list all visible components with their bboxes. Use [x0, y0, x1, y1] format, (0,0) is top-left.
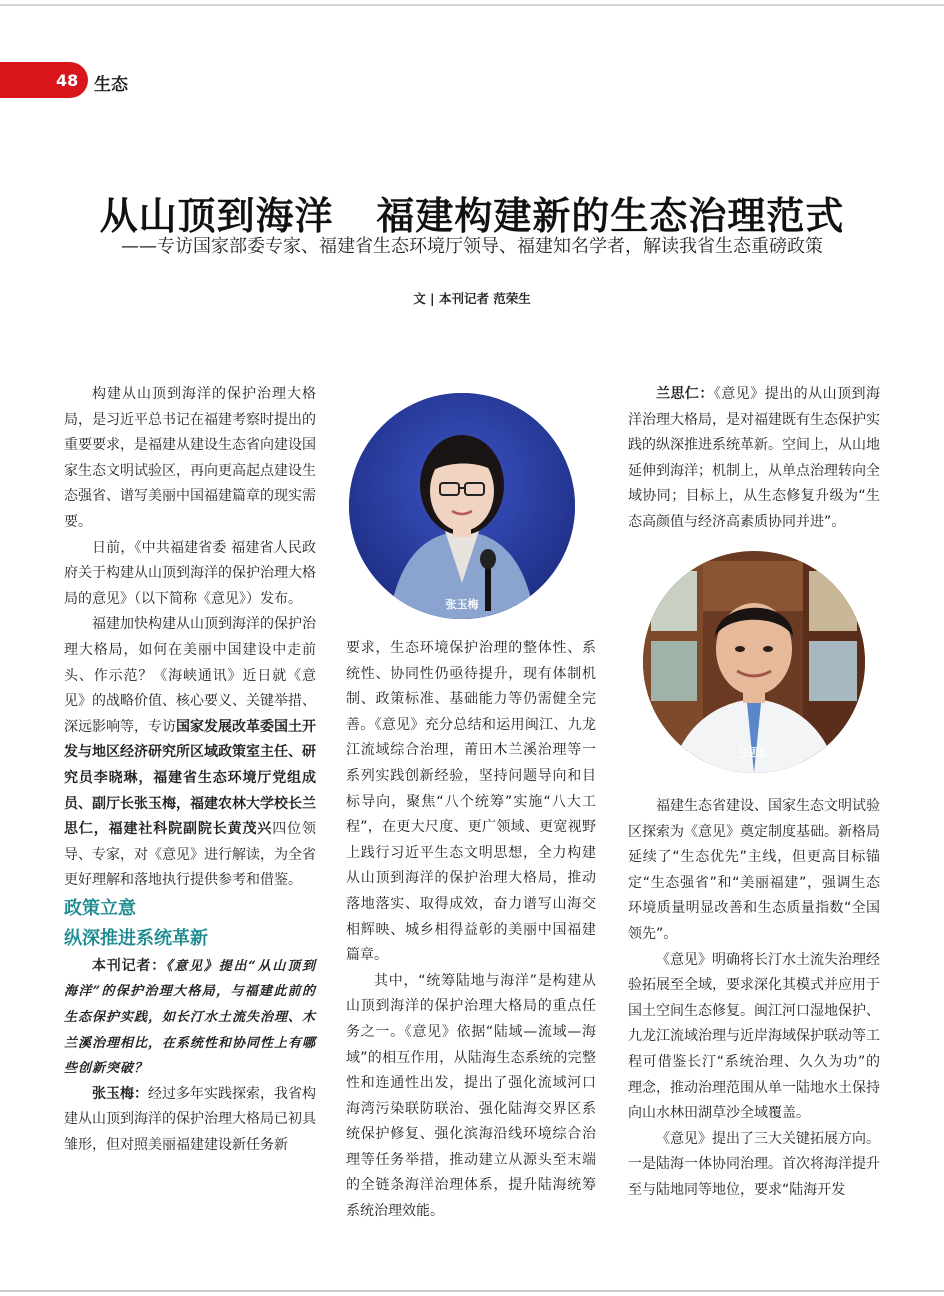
section-heading: 政策立意	[64, 897, 136, 919]
paragraph: 日前，《中共福建省委 福建省人民政府关于构建从山顶到海洋的保护治理大格局的意见》（以下简称《意见》）发布。	[64, 539, 316, 607]
answer-paragraph	[628, 382, 880, 536]
photo-caption: 兰思仁	[737, 746, 771, 759]
paragraph: 其中，“统筹陆地与海洋”是构建从山顶到海洋的保护治理大格局的重点任务之一。《意见》依据“陆域—流域—海域”的相互作用，从陆海生态系统的完整性和连通性出发，提出了强化流域河口海湾污染联防联治、强化陆海交界区系统保护修复、强化滨海沿线环境综合治理等任务举措，推动建立从源头至末端的全链条海洋治理体系，提升陆海统筹系统治理效能。	[346, 972, 596, 1220]
paragraph	[64, 612, 316, 894]
portrait-photo-zhang-yumei	[349, 393, 575, 619]
paragraph: 要求，生态环境保护治理的整体性、系统性、协同性仍亟待提升，现有体制机制、政策标准、基础能力等仍需健全完善。《意见》充分总结和运用闽江、九龙江流域综合治理，莆田木兰溪治理等一系列实践创新经验，坚持问题导向和目标导向，聚焦“八个统筹”实施“八大工程”，在更大尺度、更广领域、更宽视野上践行习近平生态文明思想，全力构建从山顶到海洋的保护治理大格局，推动落地落实、取得成效，奋力谱写山海交相辉映、城乡相得益彰的美丽中国福建篇章。	[346, 640, 596, 964]
portrait-woman-icon	[349, 393, 575, 619]
question-text: 《意见》提出“从山顶到海洋”的保护治理大格局，与福建此前的生态保护实践，如长汀水土流失治理、木兰溪治理相比，在系统性和协同性上有哪些创新突破？	[64, 958, 317, 1077]
paragraph: 构建从山顶到海洋的保护治理大格局，是习近平总书记在福建考察时提出的重要要求，是福建从建设生态省向建设国家生态文明试验区，再向更高起点建设生态强省、谱写美丽中国福建篇章的现实需要。	[64, 386, 316, 530]
column-2	[346, 636, 596, 1225]
question-speaker: 本刊记者：	[92, 957, 167, 974]
bottom-rule	[0, 1290, 944, 1292]
question-paragraph	[64, 954, 316, 1082]
column-3-bottom	[628, 794, 880, 1204]
column-1	[64, 382, 316, 1159]
article-title: 从山顶到海洋 福建构建新的生态治理范式	[99, 194, 845, 239]
answer-speaker: 兰思仁：	[656, 386, 714, 402]
page-number: 48	[56, 71, 79, 90]
paragraph: 福建生态省建设、国家生态文明试验区探索为《意见》奠定制度基础。新格局延续了“生态优先”主线，但更高目标锚定“生态强省”和“美丽福建”，强调生态环境质量明显改善和生态质量指数“全国领先”。	[628, 798, 880, 942]
paragraph-text: 福建加快构建从山顶到海洋的保护治理大格局，如何在美丽中国建设中走前头、作示范？《海峡通讯》近日就《意见》的战略价值、核心要义、关键举措、深远影响等，专访	[64, 616, 316, 735]
answer-speaker: 张玉梅：	[92, 1085, 148, 1102]
portrait-man-icon	[643, 551, 865, 773]
paragraph: 《意见》明确将长汀水土流失治理经验拓展至全域，要求深化其模式并应用于国土空间生态修复。闽江河口湿地保护、九龙江流域治理与近岸海域保护联动等工程可借鉴长汀“系统治理、久久为功”的理念，推动治理范围从单一陆地水土保持向山水林田湖草沙全域覆盖。	[628, 951, 880, 1122]
top-rule	[0, 4, 944, 6]
article-subtitle: ——专访国家部委专家、福建省生态环境厅领导、福建知名学者，解读我省生态重磅政策	[121, 236, 823, 257]
paragraph-text: 四位领导、专家，对《意见》进行解读，为全省更好理解和落地执行提供参考和借鉴。	[64, 821, 316, 889]
paragraph: 《意见》提出了三大关键拓展方向。一是陆海一体协同治理。首次将海洋提升至与陆地同等地位，要求“陆海开发	[628, 1130, 880, 1198]
column-3-top	[628, 382, 880, 536]
photo-caption: 张玉梅	[445, 598, 479, 611]
article-byline: 文 | 本刊记者 范荣生	[413, 291, 531, 306]
answer-paragraph	[64, 1082, 316, 1159]
answer-text: 经过多年实践探索，我省构建从山顶到海洋的保护治理大格局已初具雏形，但对照美丽福建建设新任务新	[64, 1085, 316, 1154]
interviewee-list: 国家发展改革委国土开发与地区经济研究所区域政策室主任、研究员李晓琳，福建省生态环境厅党组成员、副厅长张玉梅，福建农林大学校长兰思仁，福建社科院副院长黄茂兴	[64, 718, 316, 838]
section-subheading: 纵深推进系统革新	[64, 927, 208, 949]
section-name: 生态	[94, 75, 128, 95]
answer-text: 《意见》提出的从山顶到海洋治理大格局，是对福建既有生态保护实践的纵深推进系统革新。空间上，从山地延伸到海洋；机制上，从单点治理转向全域协同；目标上，从生态修复升级为“生态高颜值与经济高素质协同并进”。	[628, 386, 881, 530]
portrait-photo-lan-siren	[643, 551, 865, 773]
